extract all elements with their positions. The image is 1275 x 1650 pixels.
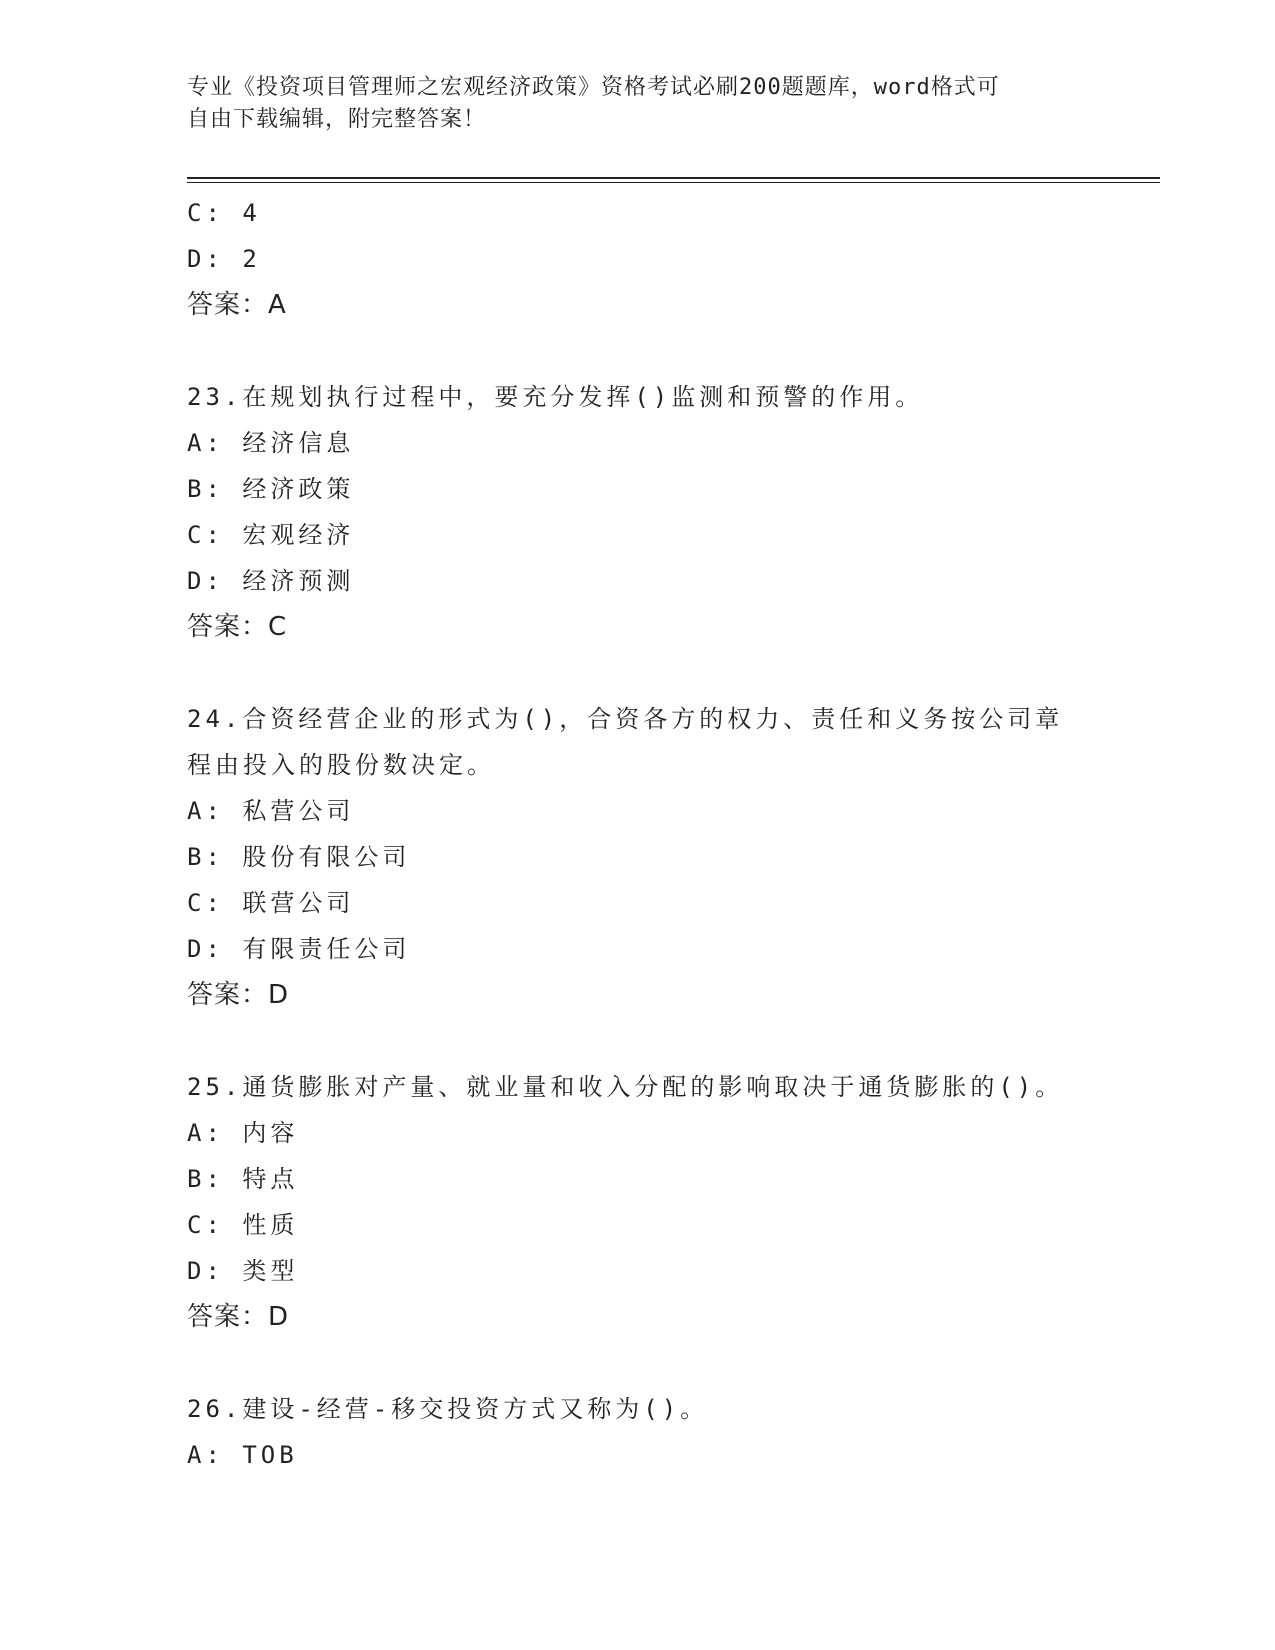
option-a: A: 内容: [187, 1119, 299, 1147]
header-title-line-1: 专业《投资项目管理师之宏观经济政策》资格考试必刷200题题库，word格式可: [187, 75, 1000, 100]
question-list: [187, 190, 1087, 1478]
option-a: A: 私营公司: [187, 797, 355, 825]
option-b: B: 特点: [187, 1165, 299, 1193]
spacer: [187, 1340, 1087, 1386]
option-d: D: 类型: [187, 1257, 299, 1285]
option-d: D: 2: [187, 245, 261, 273]
question-stem-line-1: 24.合资经营企业的形式为()，合资各方的权力、责任和义务按公司章: [187, 705, 1064, 733]
answer-line: 答案：D: [187, 980, 290, 1010]
spacer: [187, 1018, 1087, 1064]
question-stem-line-2: 程由投入的股份数决定。: [187, 751, 495, 779]
answer-line: 答案：D: [187, 1302, 290, 1332]
option-a: A: 经济信息: [187, 429, 355, 457]
option-c: C: 宏观经济: [187, 521, 355, 549]
option-c: C: 性质: [187, 1211, 299, 1239]
header-divider-thick: [187, 177, 1160, 179]
question-stem: 23.在规划执行过程中，要充分发挥()监测和预警的作用。: [187, 383, 924, 411]
spacer: [187, 328, 1087, 374]
spacer: [187, 650, 1087, 696]
option-d: D: 有限责任公司: [187, 935, 411, 963]
answer-line: 答案：A: [187, 290, 287, 320]
question-stem: 25.通货膨胀对产量、就业量和收入分配的影响取决于通货膨胀的()。: [187, 1073, 1064, 1101]
option-b: B: 经济政策: [187, 475, 355, 503]
option-b: B: 股份有限公司: [187, 843, 411, 871]
option-a: A: TOB: [187, 1441, 298, 1469]
option-c: C: 联营公司: [187, 889, 355, 917]
answer-line: 答案：C: [187, 612, 288, 642]
option-d: D: 经济预测: [187, 567, 355, 595]
header-title-line-2: 自由下载编辑，附完整答案！: [187, 107, 487, 132]
question-stem: 26.建设-经营-移交投资方式又称为()。: [187, 1395, 709, 1423]
header-divider-thin: [187, 182, 1160, 183]
page-header: [187, 72, 1067, 136]
option-c: C: 4: [187, 199, 261, 227]
